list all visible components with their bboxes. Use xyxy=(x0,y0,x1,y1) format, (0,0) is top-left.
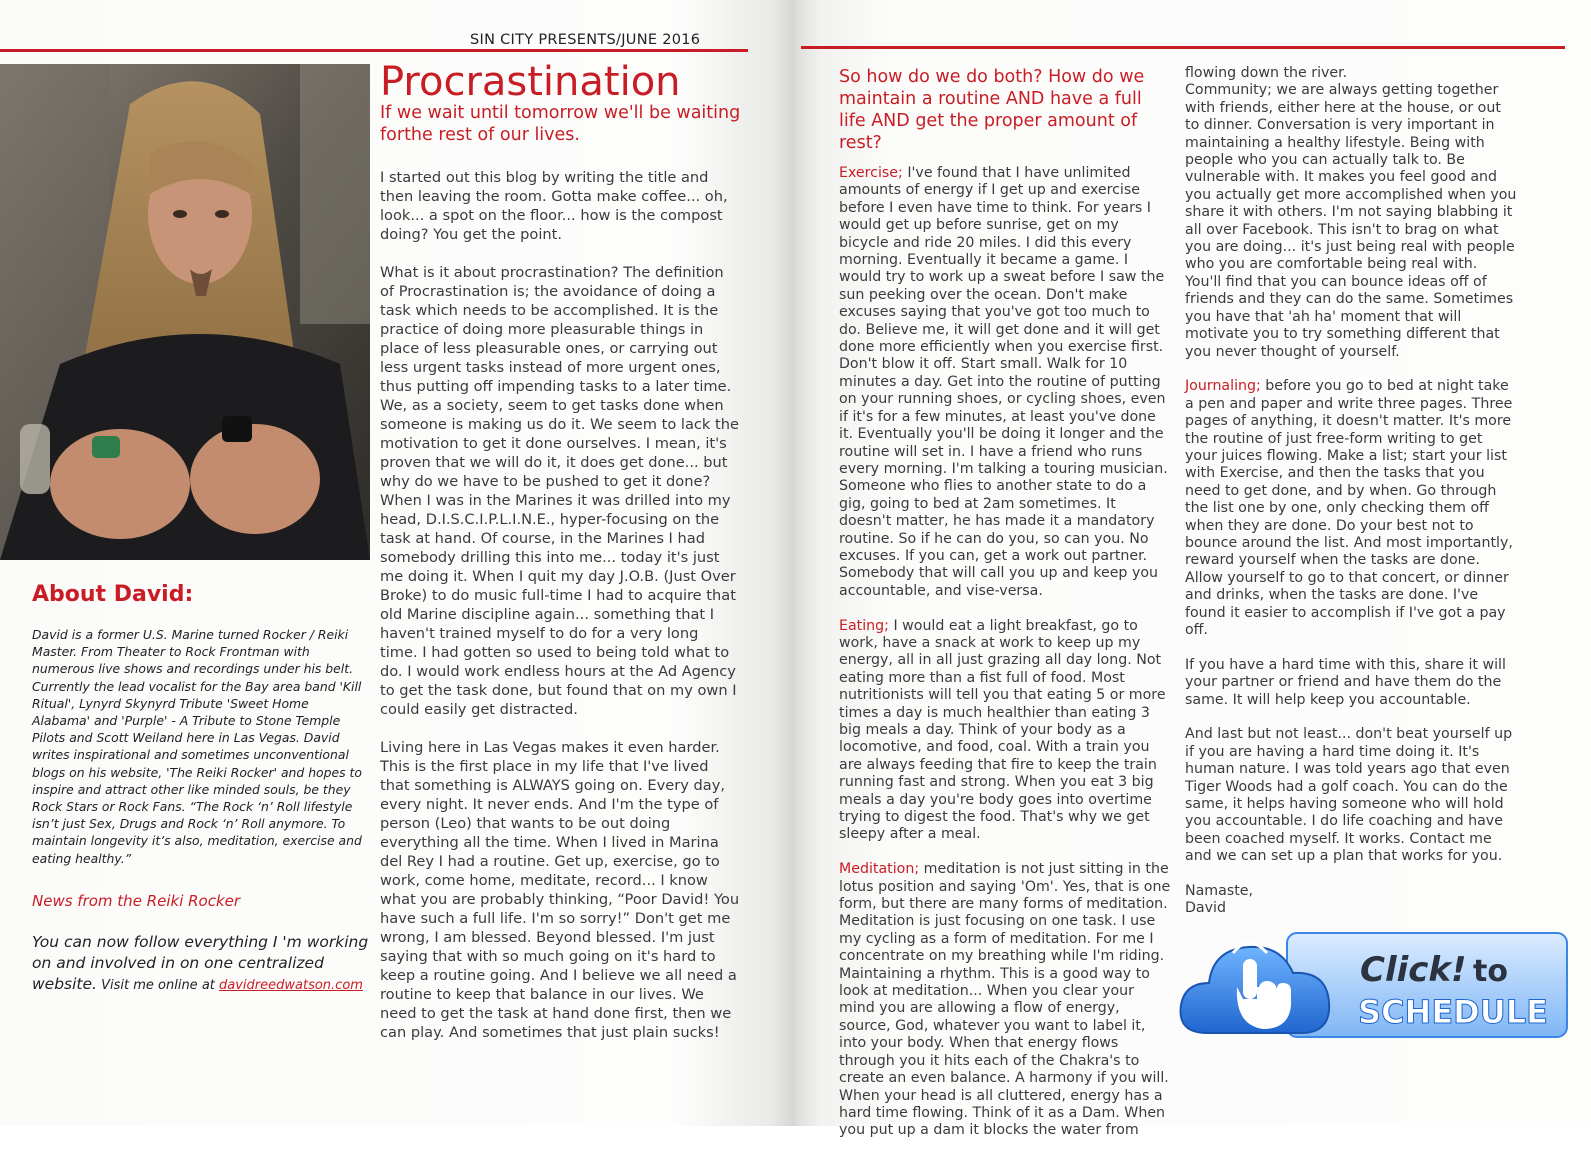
section-text: I would eat a light breakfast, go to work, have a snack at work to keep up my energy, all in all just grazing all day long. Not eating more than a fist full of food. Most nutritionists will tell you that eating 5 or more times a day is much healthier than eating 3 big meals a day. Think of your body as a locomotive, and food, coal. With a train you are always feeding that fire to keep the train running fast and strong. When you eat 3 big meals a day you're body goes into overtime trying to digest the food. That's why we get sleepy after a meal. xyxy=(839,617,1166,843)
section-paragraph xyxy=(1185,378,1517,639)
section-keyword: Eating; xyxy=(839,617,889,634)
article-column-3 xyxy=(1185,65,1517,935)
about-body: David is a former U.S. Marine turned Rocker / Reiki Master. From Theater to Rock Frontman with numerous live shows and recordings under his belt. Currently the lead vocalist for the Bay area band 'Kill Ritual', Lynyrd Skynyrd Tribute 'Sweet Home Alabama' and 'Purple' - A Tribute to Stone Temple Pilots and Scott Weiland here in Las Vegas. David writes inspirational and sometimes unconventional blogs on his website, 'The Reiki Rocker' and hopes to inspire and attract other like minded souls, be they Rock Stars or Rock Fans. “The Rock ‘n’ Roll lifestyle isn’t just Sex, Drugs and Rock ‘n’ Roll anymore. To maintain longevity it’s also, meditation, exercise and eating healthy.” xyxy=(32,627,362,866)
schedule-button[interactable] xyxy=(1177,925,1569,1045)
section-text: meditation is not just sitting in the lotus position and saying 'Om'. Yes, that is one form, but there are many forms of meditation. Meditation is just focusing on one task. I use my cycling as a form of meditation. For me I concentrate on my breathing while I'm riding. Maintaining a rhythm. This is a good way to look at meditation... When you clear your mind you are allowing a flow of energy, source, God, whatever you want to label it, into your body. When that energy flows through you it hits each of the Chakra's to create an even balance. A harmony if you will. When your head is all cluttered, energy has a hard time flowing. Think of it as a Dam. When you put up a dam it blocks the water from xyxy=(839,861,1171,1139)
section-heading: So how do we do both? How do we maintain a routine AND have a full life AND get the proper amount of rest? xyxy=(839,67,1145,153)
article-paragraph: I started out this blog by writing the title and then leaving the room. Gotta make coffee... oh, look... a spot on the floor... how is the compost doing? You get the point. xyxy=(380,169,728,243)
article-subtitle: If we wait until tomorrow we'll be waiting forthe rest of our lives. xyxy=(380,103,741,145)
section-paragraph: If you have a hard time with this, share it will your partner or friend and have them do the same. It will help keep you accountable. xyxy=(1185,656,1506,708)
about-title: About David: xyxy=(32,582,194,607)
news-text: You can now follow everything I 'm working on and involved in on one centralized website. xyxy=(32,933,369,993)
section-paragraph: And last but not least... don't beat yourself up if you are having a hard time doing it. It's human nature. I was told years ago that even Tiger Woods had a golf coach. You can do the same, it helps having someone who will hold you accountable. I do life coaching and have been coached myself. It works. Contact me and we can set up a plan that works for you. xyxy=(1185,726,1513,865)
article-column-1 xyxy=(380,168,740,1061)
section-paragraph: flowing down the river. Community; we are always getting together with friends, either here at the house, or out to dinner. Conversation is very important in maintaining a healthy lifestyle. Being with people who you can actually talk to. Be vulnerable with. It makes you feel good and you actually get more accomplished when you share it with others. I'm not saying blabbing it all over Facebook. This isn't to brag on what you are doing... it's just being real with people who you are comfortable being real with. You'll find that you can bounce ideas off of friends and they can do the same. Sometimes you have that 'ah ha' moment that will motivate you to try something different that you never thought of yourself. xyxy=(1185,65,1517,360)
section-text: before you go to bed at night take a pen and paper and write three pages. Three pages of anything, it doesn't matter. It's more the routine of just free-form writing to get your juices flowing. Make a list; start your list with Exercise, and then the tasks that you need to get done, and by when. Go through the list one by one, only checking them off when they are done. Do your best not to bounce around the list. And most importantly, reward yourself when the tasks are done. Allow yourself to go to that concert, or dinner and drinks, when the tasks are done. I've found it easier to accomplish if I've got a pay off. xyxy=(1185,378,1513,638)
section-text: I've found that I have unlimited amounts of energy if I get up and exercise before I even have time to think. For years I would get up before sunrise, get on my bicycle and ride 20 miles. I did this every morning. Eventually it became a game. I would try to work up a sweat before I saw the sun peeking over the ocean. Don't make excuses saying that you've got too much to do. Believe me, it will get done and it will get done more efficiently when you exercise first. Don't blow it off. Start small. Walk for 10 minutes a day. Get into the routine of putting on your running shoes, or cycling shoes, even if it's for a few minutes, at least you've done it. Eventually you'll be doing it longer and the routine will set in. I have a friend who runs every morning. I'm talking a touring musician. Someone who flies to another state to do a gig, going to bed at 2am sometimes. It doesn't matter, he has made it a mandatory routine. So if he can do you, so can you. No excuses. If you can, get a work out partner. Somebody that will call you up and keep you accountable, and vise-versa. xyxy=(839,165,1168,599)
article-paragraph: What is it about procrastination? The definition of Procrastination is; the avoidance of doing a task which needs to be accomplished. It is the practice of doing more pleasurable things in place of less pleasurable ones, or carrying out less urgent tasks instead of more urgent ones, thus putting off impending tasks to a later time. We, as a society, seem to get tasks done when someone is making us do it. We seem to lack the motivation to get it done ourselves. I mean, it's proven that we will do it, it does get done... but why do we have to be pushed to get it done? When I was in the Marines it was drilled into my head, D.I.S.C.I.P.L.I.N.E., hyper-focusing on the task at hand. Of course, in the Marines I had somebody drilling this into me... today it's just me doing it. When I quit my day J.O.B. (Just Over Broke) to do music full-time I had to acquire that old Marine discipline again... something that I haven't trained myself to do for a very long time. I had gotten so used to being told what to do. I would work endless hours at the Ad Agency to get the task done, but found that on my own I could easily get distracted. xyxy=(380,264,739,718)
article-title: Procrastination xyxy=(380,59,681,105)
publication-header: SIN CITY PRESENTS/JUNE 2016 xyxy=(470,32,701,48)
article-column-2 xyxy=(839,165,1171,1157)
cta-schedule-word: SCHEDULE xyxy=(1358,993,1548,1031)
news-body xyxy=(32,932,370,996)
header-rule-left xyxy=(0,49,748,52)
visit-text: Visit me online at xyxy=(96,978,220,993)
author-photo xyxy=(0,64,370,560)
section-keyword: Meditation; xyxy=(839,861,920,878)
website-link[interactable]: davidreedwatson.com xyxy=(219,978,363,993)
section-keyword: Exercise; xyxy=(839,165,903,181)
article-paragraph: Living here in Las Vegas makes it even harder. This is the first place in my life that I've lived that something is ALWAYS going on. Every day, every night. It never ends. And I'm the type of person (Leo) that wants to be out doing everything all the time. When I lived in Marina del Rey I had a routine. Get up, exercise, go to work, come home, meditate, record... I know what you are probably thinking, “Poor David! You have such a full life. I'm so sorry!” Don't get me wrong, I am blessed. Beyond blessed. I'm just saying that with so much going on it's hard to keep a routine going. And I believe we all need a routine to keep that balance in our lives. We need to get the task at hand done first, then we can play. And sometimes that just plain sucks! xyxy=(380,739,740,1041)
section-paragraph xyxy=(839,165,1171,600)
section-paragraph xyxy=(839,618,1171,844)
cta-click-word: Click! xyxy=(1360,950,1467,990)
section-paragraph xyxy=(839,861,1171,1140)
news-title: News from the Reiki Rocker xyxy=(32,892,241,910)
header-rule-right xyxy=(801,46,1565,49)
cta-to-word: to xyxy=(1473,954,1508,989)
section-keyword: Journaling; xyxy=(1185,378,1261,395)
signoff: Namaste, David xyxy=(1185,883,1254,917)
